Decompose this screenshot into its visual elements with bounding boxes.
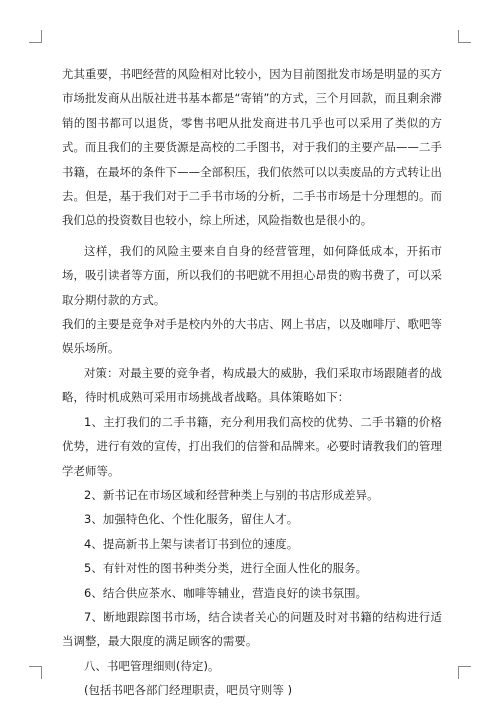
strategy-item-2: 2、新书记在市场区域和经营种类上与别的书店形成差异。	[84, 487, 379, 502]
strategy-item-5: 5、有针对性的图书种类分类，进行全面人性化的服务。	[84, 561, 368, 576]
strategy-item-6: 6、结合供应茶水、咖啡等辅业，营造良好的读书氛围。	[84, 585, 368, 600]
crop-mark-top-right	[458, 30, 471, 43]
paragraph-risk-source: 这样，我们的风险主要来自自身的经营管理，如何降低成本，开拓市场，吸引读者等方面，所以我们的书吧就不用担心昂贵的购书费了，可以采取分期付款的方式。	[62, 243, 442, 307]
strategy-item-3: 3、加强特色化、个性化服务，留住人才。	[84, 512, 299, 527]
crop-mark-top-left	[29, 30, 42, 43]
crop-mark-bottom-left	[29, 666, 42, 679]
section-heading-management-rules: 八、书吧管理细则(待定)。	[84, 658, 220, 673]
section-note: (包括书吧各部门经理职责，吧员守则等 )	[84, 683, 293, 698]
strategy-item-4: 4、提高新书上架与读者订书到位的速度。	[84, 536, 299, 551]
strategy-item-1: 1、主打我们的二手书籍，充分利用我们高校的优势、二手书籍的价格优势，进行有效的宣传，打出我们的信誉和品牌来。必要时请教我们的管理学老师等。	[62, 414, 442, 478]
crop-mark-bottom-right	[458, 666, 471, 679]
strategy-item-7: 7、断地跟踪图书市场，结合读者关心的问题及时对书籍的结构进行适当调整，最大限度的满足顾客的需要。	[62, 609, 442, 649]
paragraph-countermeasures: 对策：对最主要的竞争者，构成最大的威胁，我们采取市场跟随者的战略，待时机成熟可采用市场挑战者战略。具体策略如下：	[62, 365, 442, 405]
paragraph-competitors: 我们的主要是竞争对手是校内外的大书店、网上书店，以及咖啡厅、歌吧等娱乐场所。	[62, 317, 442, 356]
document-body	[62, 62, 442, 703]
paragraph-risk-analysis: 尤其重要，书吧经营的风险相对比较小，因为目前图批发市场是明显的买方市场批发商从出版社进书基本都是“寄销”的方式，三个月回款，而且剩余滞销的图书都可以退货，零售书吧从批发商进书几乎也可以采用了类似的方式。而且我们的主要货源是高校的二手图书，对于我们的主要产品——二手书籍，在最坏的条件下——全部积压，我们依然可以以卖废品的方式转让出去。但是，基于我们对于二手书市场的分析，二手书市场是十分理想的。而我们总的投资数目也较小，综上所述，风险指数也是很小的。	[62, 67, 442, 228]
